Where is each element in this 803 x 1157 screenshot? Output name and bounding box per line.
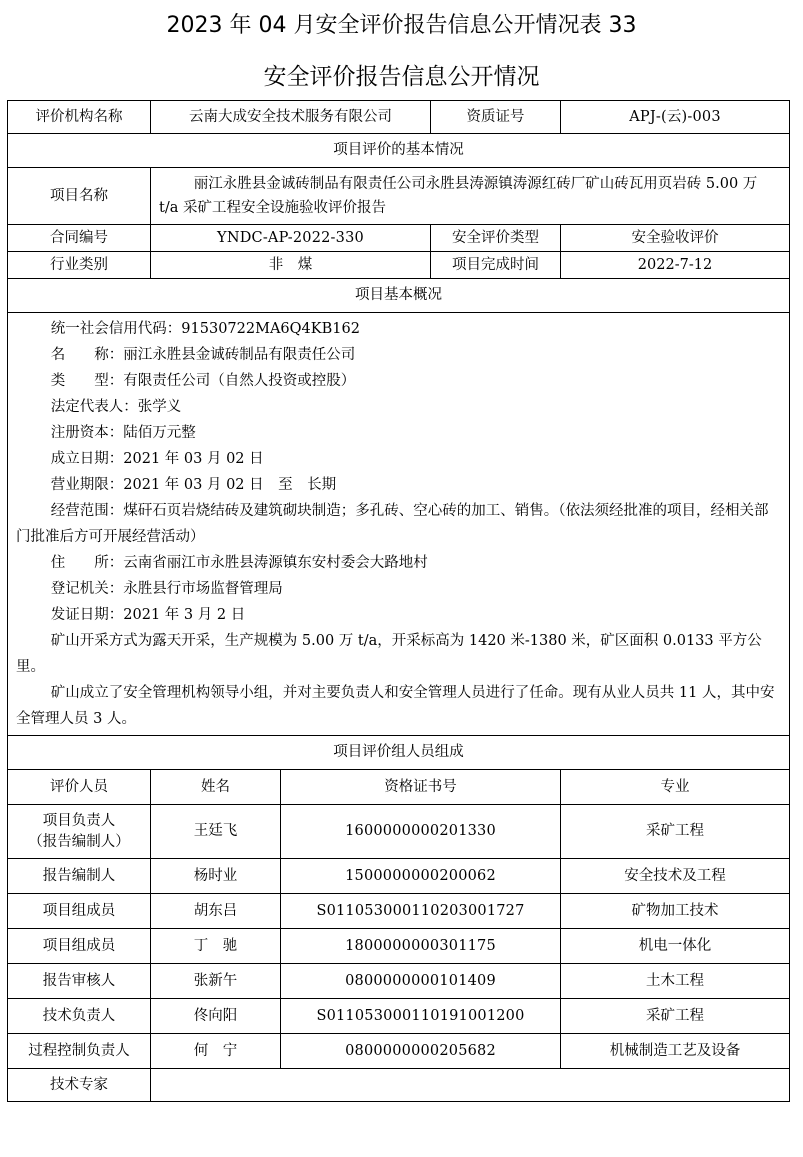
team-role: 项目负责人 （报告编制人） [8, 805, 151, 859]
team-role: 项目组成员 [8, 894, 151, 929]
overview-line: 矿山成立了安全管理机构领导小组，并对主要负责人和安全管理人员进行了任命。现有从业人员共 11 人，其中安全管理人员 3 人。 [16, 685, 775, 727]
team-major: 安全技术及工程 [561, 859, 790, 894]
team-major: 土木工程 [561, 964, 790, 999]
overview-line: 营业期限：2021 年 03 月 02 日 至 长期 [50, 477, 337, 493]
org-label: 评价机构名称 [8, 101, 151, 134]
overview-line: 成立日期：2021 年 03 月 02 日 [50, 451, 264, 467]
overview-line: 登记机关：永胜县行市场监督管理局 [50, 581, 283, 597]
team-cert: 1800000000301175 [281, 929, 561, 964]
overview-line: 经营范围：煤矸石页岩烧结砖及建筑砌块制造；多孔砖、空心砖的加工、销售。（依法须经批准的项目，经相关部门批准后方可开展经营活动） [16, 503, 769, 545]
overview-line: 发证日期：2021 年 3 月 2 日 [50, 607, 246, 623]
overview-line: 住 所：云南省丽江市永胜县涛源镇东安村委会大路地村 [50, 555, 428, 571]
overview-line: 法定代表人：张学义 [50, 399, 182, 415]
overview-section-heading: 项目基本概况 [8, 279, 790, 313]
team-cert: 0800000000205682 [281, 1034, 561, 1069]
org-value: 云南大成安全技术服务有限公司 [151, 101, 431, 134]
team-header-role: 评价人员 [8, 770, 151, 805]
industry-value: 非 煤 [151, 252, 431, 279]
team-name: 胡东吕 [151, 894, 281, 929]
expert-label: 技术专家 [8, 1069, 151, 1102]
contract-value: YNDC-AP-2022-330 [151, 225, 431, 252]
overview-line: 矿山开采方式为露天开采，生产规模为 5.00 万 t/a，开采标高为 1420 米-1380 米，矿区面积 0.0133 平方公里。 [16, 633, 762, 675]
basic-section-heading: 项目评价的基本情况 [8, 134, 790, 168]
expert-value [151, 1069, 790, 1102]
table-row [8, 805, 790, 859]
type-label: 安全评价类型 [431, 225, 561, 252]
team-role: 报告审核人 [8, 964, 151, 999]
cert-label: 资质证号 [431, 101, 561, 134]
team-role: 过程控制负责人 [8, 1034, 151, 1069]
team-name: 张新午 [151, 964, 281, 999]
team-name: 佟向阳 [151, 999, 281, 1034]
project-label: 项目名称 [8, 168, 151, 225]
overview-line: 名 称：丽江永胜县金诚砖制品有限责任公司 [50, 347, 356, 363]
table-row [8, 964, 790, 999]
type-value: 安全验收评价 [561, 225, 790, 252]
overview-body [8, 313, 790, 736]
team-major: 机电一体化 [561, 929, 790, 964]
table-row [8, 894, 790, 929]
contract-label: 合同编号 [8, 225, 151, 252]
table-row [8, 999, 790, 1034]
team-role: 技术负责人 [8, 999, 151, 1034]
team-cert: 1500000000200062 [281, 859, 561, 894]
team-cert: 0800000000101409 [281, 964, 561, 999]
team-major: 矿物加工技术 [561, 894, 790, 929]
table-row [8, 1034, 790, 1069]
cert-value: APJ-(云)-003 [561, 101, 790, 134]
complete-value: 2022-7-12 [561, 252, 790, 279]
team-name: 王廷飞 [151, 805, 281, 859]
team-header-major: 专业 [561, 770, 790, 805]
project-value: 丽江永胜县金诚砖制品有限责任公司永胜县涛源镇涛源红砖厂矿山砖瓦用页岩砖 5.00 万 t/a 采矿工程安全设施验收评价报告 [151, 168, 790, 225]
team-major: 采矿工程 [561, 999, 790, 1034]
team-section-heading: 项目评价组人员组成 [8, 736, 790, 770]
team-cert: S011053000110191001200 [281, 999, 561, 1034]
team-role: 报告编制人 [8, 859, 151, 894]
page-title: 2023 年 04 月安全评价报告信息公开情况表 33 [166, 13, 637, 38]
team-name: 何 宁 [151, 1034, 281, 1069]
table-row [8, 859, 790, 894]
page-subtitle: 安全评价报告信息公开情况 [263, 64, 540, 90]
team-cert: S011053000110203001727 [281, 894, 561, 929]
team-major: 机械制造工艺及设备 [561, 1034, 790, 1069]
table-row [8, 929, 790, 964]
team-name: 杨时业 [151, 859, 281, 894]
overview-line: 类 型：有限责任公司（自然人投资或控股） [50, 373, 356, 389]
team-header-name: 姓名 [151, 770, 281, 805]
overview-line: 注册资本：陆佰万元整 [50, 425, 196, 441]
team-role: 项目组成员 [8, 929, 151, 964]
team-cert: 1600000000201330 [281, 805, 561, 859]
team-header-cert: 资格证书号 [281, 770, 561, 805]
overview-line: 统一社会信用代码：91530722MA6Q4KB162 [50, 321, 360, 337]
complete-label: 项目完成时间 [431, 252, 561, 279]
team-major: 采矿工程 [561, 805, 790, 859]
team-name: 丁 驰 [151, 929, 281, 964]
industry-label: 行业类别 [8, 252, 151, 279]
disclosure-table [7, 100, 790, 1102]
